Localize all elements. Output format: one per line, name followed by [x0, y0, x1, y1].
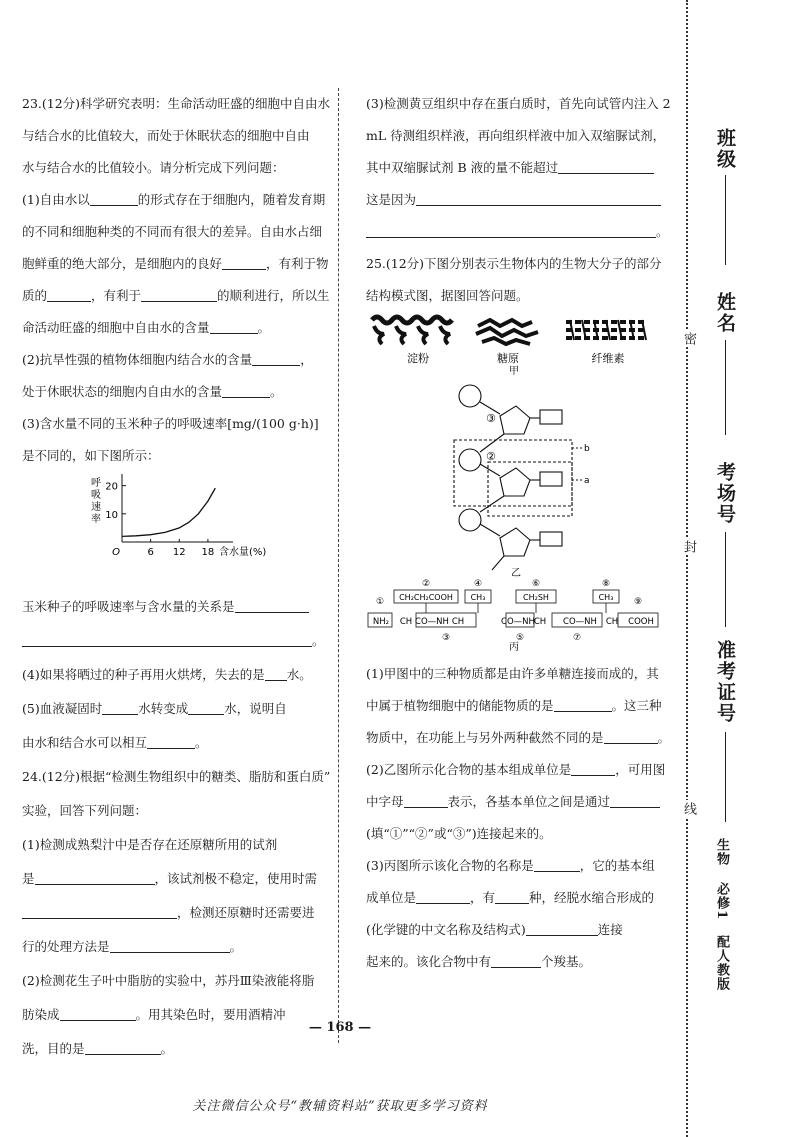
line-segment: 。 [229, 939, 243, 954]
r-group: CH₃ [598, 593, 614, 602]
figure-jia [366, 312, 666, 376]
line-text: (填“①”“②”或“③”)连接起来的。 [366, 826, 552, 841]
line-segment: 水。 [286, 667, 312, 682]
field-class: 班级 [714, 128, 736, 170]
answer-blank[interactable] [610, 792, 660, 808]
text-line [366, 754, 666, 786]
answer-blank[interactable] [495, 888, 529, 904]
answer-blank[interactable] [604, 728, 658, 744]
text-line [366, 786, 666, 818]
curve-point [164, 532, 165, 533]
phosphate-1 [459, 385, 481, 407]
cut-mark-mi: 密 [681, 332, 696, 345]
x-axis-label: 含水量(%) [219, 547, 267, 558]
text-line [22, 216, 328, 248]
answer-blank[interactable] [147, 733, 195, 749]
line-segment: (1)自由水以 [22, 192, 90, 207]
field-class-line[interactable] [725, 175, 726, 265]
line-segment: (2)乙图所示化合物的基本组成单位是 [366, 762, 572, 777]
text-line [22, 726, 328, 760]
answer-blank[interactable] [222, 254, 266, 270]
text-line [22, 248, 328, 280]
line-segment: 命活动旺盛的细胞中自由水的含量 [22, 320, 210, 335]
line-segment: 行的处理方法是 [22, 939, 110, 954]
text-line [22, 1032, 328, 1066]
line-segment: ， [300, 352, 313, 367]
text-line [22, 408, 328, 440]
curve-point [136, 535, 137, 536]
line-segment: (2)抗旱性强的植物体细胞内结合水的含量 [22, 352, 253, 367]
answer-blank[interactable] [265, 665, 287, 681]
cut-line [686, 0, 688, 1137]
text-line [22, 440, 328, 472]
text-line [22, 120, 328, 152]
text-line [22, 692, 328, 726]
text-line [22, 590, 328, 624]
figure-bing [366, 576, 666, 654]
answer-blank[interactable] [90, 190, 138, 206]
chain-group: NH₂ [372, 617, 390, 627]
figure-bing-svg [366, 576, 666, 654]
answer-blank[interactable] [416, 888, 470, 904]
line-segment: (化学键的中文名称及结构式) [366, 922, 526, 937]
starch-chain [372, 317, 452, 344]
cellulose-chain [566, 320, 646, 340]
question-23 [22, 88, 331, 472]
question-23-continued [22, 590, 328, 760]
bracket-a-box [488, 462, 572, 516]
page-number: — 168 — [308, 1020, 372, 1035]
answer-blank[interactable] [235, 597, 309, 613]
circled-number: ① [375, 597, 385, 607]
line-text: 25.(12分)下图分别表示生物体内的生物大分子的部分 [366, 256, 662, 271]
y-axis-label-char: 率 [91, 514, 101, 525]
answer-blank[interactable] [491, 952, 541, 968]
line-segment: (5)血液凝固时 [22, 701, 103, 716]
text-line [22, 964, 328, 998]
curve-point [207, 501, 208, 502]
line-segment: 连接 [597, 922, 623, 937]
line-segment: 。 [270, 384, 283, 399]
r-group: CH₂SH [523, 593, 549, 602]
base-1 [540, 410, 562, 424]
line-segment: 水转变成 [138, 701, 189, 716]
sugar-2 [500, 468, 530, 496]
line-segment: 物质中，在功能上与另外两种截然不同的是 [366, 730, 604, 745]
text-line [22, 930, 328, 964]
chain-group: COOH [628, 617, 654, 627]
line-text: (2)检测花生子叶中脂肪的实验中，苏丹Ⅲ染液能将脂 [22, 973, 315, 988]
field-admission-line[interactable] [725, 732, 726, 822]
text-line [22, 312, 328, 344]
caption-yi: 乙 [511, 568, 521, 579]
chain-group: CO—NH [415, 617, 449, 627]
circled-number: ⑧ [601, 579, 611, 589]
line-segment: 洗，目的是 [22, 1041, 85, 1056]
chart-svg [22, 472, 328, 578]
line-segment: 其中双缩脲试剂 B 液的量不能超过 [366, 160, 559, 175]
answer-blank[interactable] [366, 222, 656, 238]
line-text: 水与结合水的比值较小。请分析完成下列问题： [22, 160, 285, 175]
text-line [366, 914, 666, 946]
book-subject: 生物 [714, 838, 729, 866]
line-segment: 由水和结合水可以相互 [22, 735, 148, 750]
text-line [366, 818, 666, 850]
x-tick-label: 6 [147, 547, 154, 558]
circled-number: ⑨ [633, 597, 643, 607]
line-text: 的不同和细胞种类的不同而有很大的差异。自由水占细 [22, 224, 323, 239]
question-25-intro [366, 248, 666, 312]
label-cellulose: 纤维素 [591, 352, 625, 365]
answer-blank[interactable] [416, 190, 661, 206]
answer-blank[interactable] [252, 350, 300, 366]
book-volume: 必修1 [714, 881, 729, 920]
line-segment: 这是因为 [366, 192, 417, 207]
question-25 [366, 658, 671, 978]
figure-yi-svg [366, 376, 666, 579]
text-line [366, 658, 666, 690]
x-tick-label: 12 [172, 547, 186, 558]
text-line [22, 624, 328, 658]
circled-2: ② [486, 450, 496, 463]
text-line [366, 690, 666, 722]
line-segment: ，有利于物 [266, 256, 329, 271]
figure-jia-svg [366, 312, 666, 376]
line-text: 23.(12分)科学研究表明：生命活动旺盛的细胞中自由水 [22, 96, 331, 111]
cut-mark-feng: 封 [681, 540, 696, 553]
phosphate-2 [459, 449, 481, 471]
line-text: 24.(12分)根据“检测生物组织中的糖类、脂肪和蛋白质” [22, 769, 331, 784]
line-segment: 。用其染色时，要用酒精冲 [135, 1007, 286, 1022]
text-line [22, 280, 328, 312]
curve-point [214, 488, 215, 489]
line-segment: ，有利于 [91, 288, 142, 303]
label-b: b [584, 444, 590, 454]
line-segment: ，该试剂极不稳定，使用时需 [154, 871, 318, 886]
line-segment: 是 [22, 871, 35, 886]
column-divider [338, 88, 339, 1043]
y-axis-label-char: 速 [91, 502, 101, 513]
curve-point [198, 513, 199, 514]
answer-blank[interactable] [526, 920, 598, 936]
answer-blank[interactable] [534, 856, 580, 872]
y-tick-label: 10 [105, 509, 118, 521]
line-text: 与结合水的比值较大，而处于休眠状态的细胞中自由 [22, 128, 310, 143]
text-line [366, 216, 669, 248]
circled-number: ④ [473, 579, 483, 589]
line-segment: 。 [312, 633, 325, 648]
line-segment: 。 [160, 1041, 174, 1056]
text-line [366, 882, 666, 914]
line-text: (3)检测黄豆组织中存在蛋白质时，首先向试管内注入 2 [366, 96, 671, 111]
text-line [22, 828, 328, 862]
answer-blank[interactable] [110, 937, 230, 953]
line-text: (1)甲图中的三种物质都是由许多单糖连接而成的，其 [366, 666, 659, 681]
base-3 [540, 532, 562, 546]
line-text: (1)检测成熟梨汁中是否存在还原糖所用的试剂 [22, 837, 278, 852]
line-segment: 中字母 [366, 794, 404, 809]
line-segment: 。 [257, 320, 271, 335]
curve-point [121, 536, 122, 537]
text-line [366, 152, 666, 184]
cut-mark-xian: 线 [681, 802, 696, 815]
book-edition: 配人教版 [714, 935, 729, 992]
line-segment: 。 [657, 730, 671, 745]
line-segment: 种，经脱水缩合形成的 [529, 890, 655, 905]
text-line [366, 88, 671, 120]
curve-point [188, 522, 189, 523]
text-line [366, 184, 666, 216]
text-line [22, 862, 328, 896]
answer-blank[interactable] [554, 696, 612, 712]
text-line [22, 184, 328, 216]
label-a: a [584, 476, 590, 486]
curve-point [179, 527, 180, 528]
circled-number: ⑦ [572, 633, 582, 643]
line-segment: 的形式存在于细胞内，随着发育期 [137, 192, 326, 207]
field-name: 姓名 [714, 292, 736, 334]
chain-group: CH [399, 617, 413, 627]
r-group: CH₂CH₂COOH [399, 593, 453, 602]
answer-blank[interactable] [141, 286, 217, 302]
line-segment: 个羧基。 [541, 954, 592, 969]
glycogen-chain [476, 320, 538, 344]
line-text: 是不同的，如下图所示： [22, 448, 160, 463]
text-line [22, 376, 328, 408]
line-segment: 起来的。该化合物中有 [366, 954, 492, 969]
text-line [366, 280, 666, 312]
answer-blank[interactable] [22, 903, 177, 919]
text-line [22, 794, 328, 828]
circled-3: ③ [486, 412, 496, 425]
line-segment: 中属于植物细胞中的储能物质的是 [366, 698, 554, 713]
line-segment: 。 [656, 224, 669, 239]
book-info [712, 838, 731, 1001]
answer-blank[interactable] [85, 1039, 161, 1055]
chain-group: CH [451, 617, 465, 627]
text-line [366, 722, 671, 754]
text-line [22, 344, 328, 376]
answer-blank[interactable] [222, 382, 270, 398]
line-text: 结构模式图，据图回答问题。 [366, 288, 529, 303]
chain-group: CO—NH [563, 617, 597, 627]
right-column [366, 88, 671, 978]
line-segment: 处于休眠状态的细胞内自由水的含量 [22, 384, 223, 399]
answer-blank[interactable] [102, 699, 138, 715]
text-line [22, 896, 328, 930]
text-line [22, 760, 331, 794]
line-segment: 的顺利进行，所以生 [217, 288, 330, 303]
base-2 [540, 472, 562, 486]
y-axis-label-char: 呼 [91, 478, 101, 489]
respiration-chart [22, 472, 328, 578]
text-line [22, 88, 331, 120]
answer-blank[interactable] [404, 792, 448, 808]
x-tick-label: 18 [201, 547, 215, 558]
answer-blank[interactable] [60, 1005, 136, 1021]
line-segment: 玉米种子的呼吸速率与含水量的关系是 [22, 599, 235, 614]
field-admission-number: 准考证号 [714, 640, 736, 724]
label-starch: 淀粉 [407, 352, 429, 365]
text-line [366, 946, 666, 978]
origin-label: O [112, 547, 120, 558]
sugar-3 [500, 528, 530, 556]
left-column [22, 88, 331, 1066]
chain-group: CH [533, 617, 547, 627]
line-segment: ，检测还原糖时还需要进 [177, 905, 315, 920]
line-segment: 表示，各基本单位之间是通过 [447, 794, 611, 809]
field-exam-room: 考场号 [714, 462, 736, 525]
circled-number: ⑤ [515, 633, 525, 643]
line-segment: (3)丙图所示该化合物的名称是 [366, 858, 534, 873]
text-line [22, 152, 328, 184]
label-glycogen: 糖原 [497, 352, 519, 365]
field-exam-room-line[interactable] [725, 532, 726, 627]
circled-number: ② [421, 579, 431, 589]
phosphate-3 [459, 509, 481, 531]
question-24-continued [366, 88, 671, 248]
line-segment: 。 [195, 735, 208, 750]
chain-group: CO—NH [501, 617, 535, 627]
circled-number: ⑥ [531, 579, 541, 589]
line-segment: 肪染成 [22, 1007, 60, 1022]
line-text: 实验，回答下列问题： [22, 803, 148, 818]
line-segment: 质的 [22, 288, 48, 303]
footer-note: 关注微信公众号“教辅资料站”获取更多学习资料 [192, 1099, 488, 1114]
y-tick-label: 20 [105, 481, 118, 493]
text-line [366, 850, 666, 882]
line-segment: 水，说明自 [224, 701, 287, 716]
line-segment: 胞鲜重的绝大部分，是细胞内的良好 [22, 256, 223, 271]
answer-blank[interactable] [558, 158, 654, 174]
field-name-line[interactable] [725, 340, 726, 435]
respiration-curve [122, 489, 215, 537]
line-segment: ，有 [470, 890, 496, 905]
y-axis-label-char: 吸 [91, 490, 101, 501]
answer-blank[interactable] [188, 699, 224, 715]
line-segment: 成单位是 [366, 890, 417, 905]
caption-jia: 甲 [509, 366, 519, 377]
caption-bing: 丙 [509, 642, 519, 653]
binding-sidebar [684, 0, 800, 1137]
line-segment: 。这三种 [611, 698, 662, 713]
line-segment: (4)如果将晒过的种子再用火烘烤，失去的是 [22, 667, 265, 682]
answer-blank[interactable] [22, 631, 312, 647]
circled-number: ③ [441, 633, 451, 643]
text-line [22, 658, 328, 692]
chain-group: CH [605, 617, 619, 627]
answer-blank[interactable] [47, 286, 91, 302]
r-group: CH₃ [470, 593, 486, 602]
curve-point [150, 534, 151, 535]
line-text: (3)含水量不同的玉米种子的呼吸速率[mg/(100 g·h)] [22, 416, 319, 431]
line-text: mL 待测组织样液，再向组织样液中加入双缩脲试剂， [366, 128, 666, 143]
line-segment: ，可用图 [615, 762, 666, 777]
figure-yi [366, 376, 666, 579]
answer-blank[interactable] [571, 760, 615, 776]
answer-blank[interactable] [35, 869, 155, 885]
text-line [366, 120, 666, 152]
line-segment: ，它的基本组 [579, 858, 655, 873]
sugar-1 [500, 406, 530, 434]
text-line [366, 248, 666, 280]
answer-blank[interactable] [210, 318, 258, 334]
